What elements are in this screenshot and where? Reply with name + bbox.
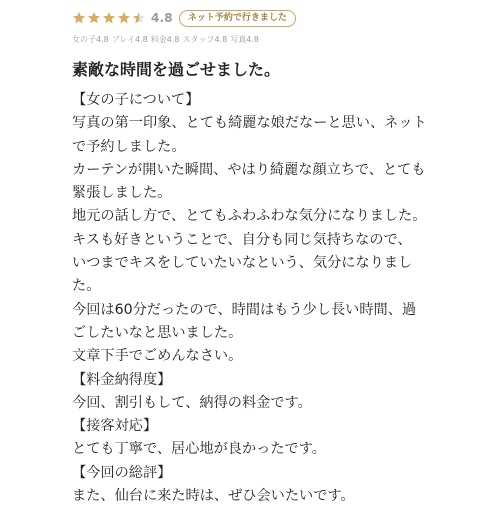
review-line: ごしたいなと思いました。	[72, 324, 243, 341]
subrating-girl: 女の子4.8	[72, 35, 109, 44]
review-line: 【女の子について】	[72, 92, 200, 108]
review-line: で予約しました。	[72, 138, 186, 155]
review-body	[72, 89, 486, 508]
review-line: 【接客対応】	[72, 418, 158, 435]
subratings	[72, 34, 486, 46]
star-half-icon	[132, 11, 146, 25]
review-line: キスも好きということで、自分も同じ気持ちなので、	[72, 231, 412, 248]
net-reservation-badge: ネット予約で行きました	[179, 10, 296, 27]
subrating-play: プレイ4.8	[111, 35, 148, 44]
review-line: 【料金納得度】	[72, 371, 172, 388]
review-line: とても丁寧で、居心地が良かったです。	[72, 441, 326, 458]
review-line: 文章下手でごめんなさい。	[72, 348, 243, 365]
review-line: カーテンが開いた瞬間、やはり綺麗な顔立ちで、とても	[72, 161, 426, 178]
review-title: 素敵な時間を過ごせました。	[72, 60, 281, 79]
review-line: 地元の話し方で、とてもふわふわな気分になりました。	[72, 208, 427, 225]
review-line: 今回、割引もして、納得の料金です。	[72, 394, 312, 411]
subrating-staff: スタッフ4.8	[182, 35, 228, 44]
review-line: 今回は60分だったので、時間はもう少し長い時間、過	[72, 301, 417, 318]
subrating-photo: 写真4.8	[230, 35, 259, 44]
star-full-icon	[117, 11, 131, 25]
star-full-icon	[87, 11, 101, 25]
review-line: いつまでキスをしていたいなという、気分になりまし	[72, 255, 413, 272]
review-line: 写真の第一印象、とても綺麗な娘だなーと思い、ネット	[72, 115, 427, 132]
subrating-price: 料金4.8	[150, 35, 180, 44]
rating-row	[72, 8, 486, 28]
star-full-icon	[102, 11, 116, 25]
star-rating	[72, 11, 146, 25]
review-line: 【今回の総評】	[72, 464, 172, 481]
rating-score: 4.8	[151, 11, 173, 25]
review-line: た。	[72, 278, 101, 295]
review-line: また、仙台に来た時は、ぜひ会いたいです。	[72, 488, 355, 505]
review-line: 緊張しました。	[72, 185, 172, 202]
star-full-icon	[72, 11, 86, 25]
